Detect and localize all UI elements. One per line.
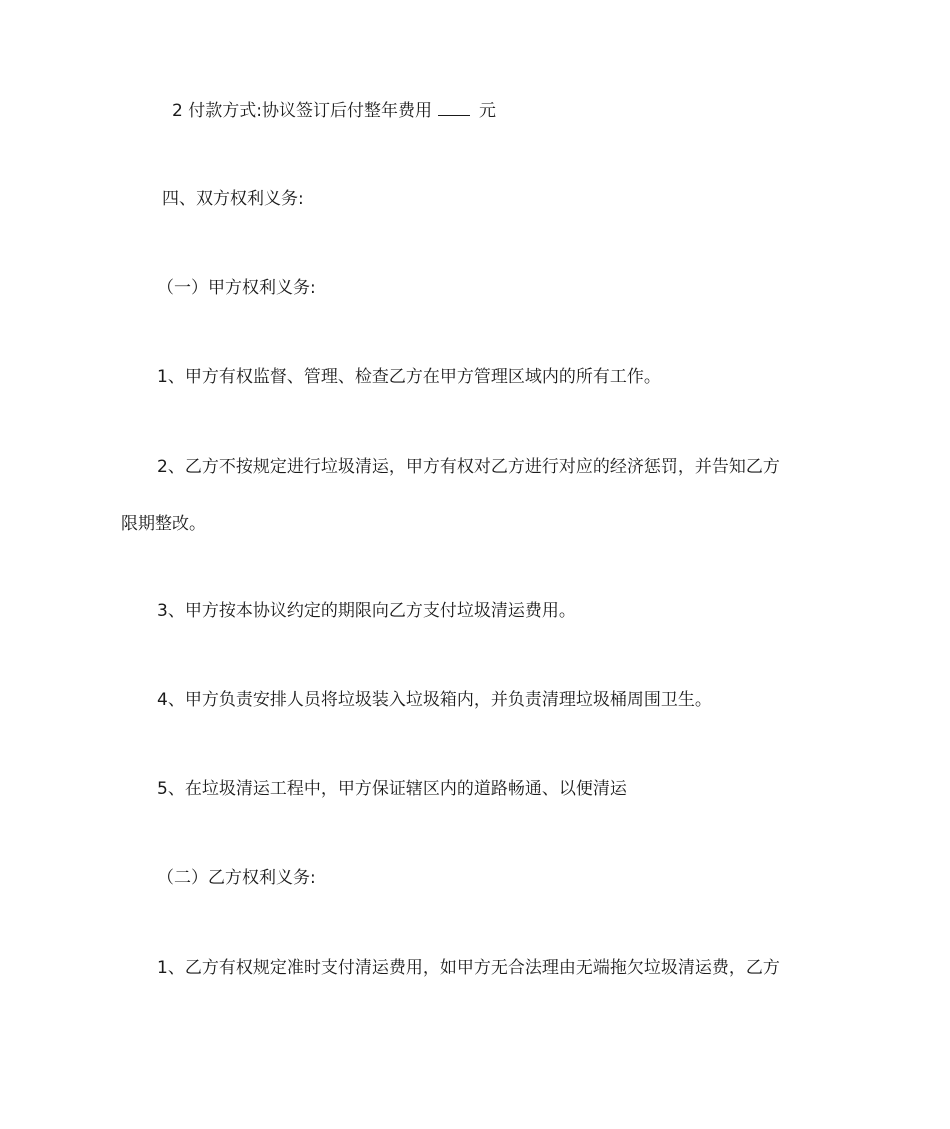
party-a-item-4: 4、甲方负责安排人员将垃圾装入垃圾箱内，并负责清理垃圾桶周围卫生。 [157, 690, 712, 710]
party-b-heading: （二）乙方权利义务: [157, 868, 316, 888]
party-b-item-1-line-1: 1、乙方有权规定准时支付清运费用，如甲方无合法理由无端拖欠垃圾清运费，乙方 [157, 958, 780, 978]
section-heading-rights-obligations: 四、双方权利义务: [162, 189, 304, 209]
currency-unit: 元 [478, 101, 496, 121]
party-a-item-1: 1、甲方有权监督、管理、检查乙方在甲方管理区域内的所有工作。 [157, 367, 661, 387]
amount-blank [438, 99, 470, 116]
payment-method-line [172, 99, 496, 122]
party-a-item-2-line-2: 限期整改。 [121, 514, 206, 534]
party-a-item-5: 5、在垃圾清运工程中，甲方保证辖区内的道路畅通、以便清运 [157, 779, 627, 799]
party-a-heading: （一）甲方权利义务: [157, 278, 316, 298]
party-a-item-3: 3、甲方按本协议约定的期限向乙方支付垃圾清运费用。 [157, 601, 576, 621]
party-a-item-2-line-1: 2、乙方不按规定进行垃圾清运，甲方有权对乙方进行对应的经济惩罚，并告知乙方 [157, 457, 780, 477]
payment-method-text: 2 付款方式:协议签订后付整年费用 [172, 101, 432, 121]
